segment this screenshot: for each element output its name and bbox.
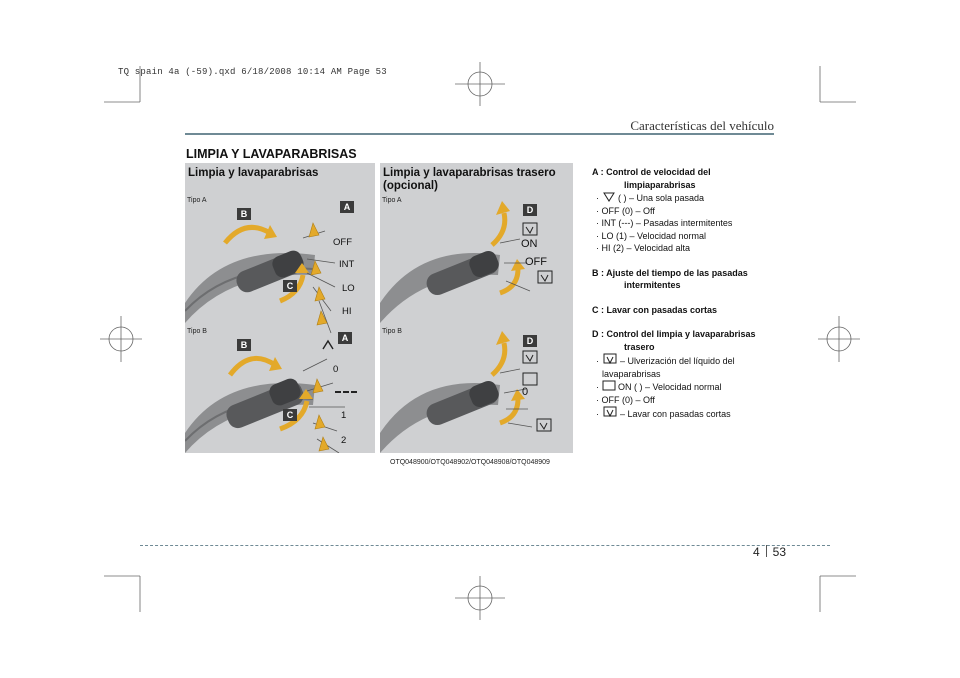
legend-c-head: C : Lavar con pasadas cortas xyxy=(592,304,718,315)
legend-a-item-0: ( ) – Una sola pasada xyxy=(618,193,705,203)
chapter-number: 4 xyxy=(752,545,760,559)
rear-wiper-panel xyxy=(380,163,573,453)
rear-tipo-b: Tipo B xyxy=(382,328,402,335)
washer-spray-icon xyxy=(602,353,618,366)
front-tipo-a: Tipo A xyxy=(187,197,207,204)
rear-label-off: OFF xyxy=(525,256,547,268)
legend-a-item-single: · ( ) – Una sola pasada xyxy=(596,193,705,203)
legend-d-item-3-text: – Lavar con pasadas cortas xyxy=(620,409,731,419)
rear-label-0: 0 xyxy=(522,386,529,398)
single-wipe-icon xyxy=(602,191,616,203)
legend-d-item-2: · OFF (0) – Off xyxy=(596,394,655,405)
front-wiper-stalk-icon xyxy=(185,183,375,453)
rear-tipo-a: Tipo A xyxy=(382,197,402,204)
front-label-hi: HI xyxy=(342,306,352,317)
legend-a-item-1-text: OFF (0) – Off xyxy=(601,205,655,216)
legend-d-item-0: · – Ulverización del líquido del lavaparabrisas xyxy=(592,353,774,380)
page-number xyxy=(753,545,786,559)
legend-d-item-3: · – Lavar con pasadas cortas xyxy=(592,406,774,421)
legend-d-item-0-text: – Ulverización del líquido del lavaparabrisas xyxy=(602,356,735,379)
legend-d-item-1: · ON ( ) – Velocidad normal xyxy=(596,382,722,392)
badge-d-rear-b: D xyxy=(523,335,537,347)
legend-a-item-3: · LO (1) – Velocidad normal xyxy=(596,230,707,241)
rear-panel-title-line1: Limpia y lavaparabrisas trasero xyxy=(383,167,556,179)
badge-d-rear-a: D xyxy=(523,204,537,216)
wash-wipe-icon xyxy=(602,406,618,419)
badge-c-front: C xyxy=(283,280,297,292)
legend-d-head: D : Control del limpia y lavaparabrisas trasero xyxy=(592,329,756,352)
front-label-off: OFF xyxy=(333,237,352,248)
footer-rule xyxy=(140,545,830,546)
front-label-2: 2 xyxy=(341,435,347,446)
rear-wiper-icon xyxy=(602,380,616,392)
front-panel-title: Limpia y lavaparabrisas xyxy=(188,167,319,179)
legend xyxy=(592,166,774,421)
rear-wiper-stalk-icon xyxy=(380,183,573,453)
front-label-int-dashes xyxy=(335,391,357,393)
legend-a-item-2-text: INT (---) – Pasadas intermitentes xyxy=(601,218,733,228)
header-rule xyxy=(185,133,774,135)
legend-a-item-4: · HI (2) – Velocidad alta xyxy=(596,243,691,253)
legend-a-item-2: · INT (---) – Pasadas intermitentes xyxy=(596,218,733,228)
badge-a-front: A xyxy=(340,201,354,213)
legend-b-head: B : Ajuste del tiempo de las pasadas intermitentes xyxy=(592,267,748,290)
legend-a-head: A : Control de velocidad del limpiaparabrisas xyxy=(592,167,711,190)
rear-panel-title-line2: (opcional) xyxy=(383,180,438,192)
legend-d-item-1-text: ON ( ) – Velocidad normal xyxy=(618,382,722,392)
chapter-title: Características del vehículo xyxy=(630,118,774,133)
badge-b-front-b: B xyxy=(237,339,251,351)
front-wiper-panel xyxy=(185,163,375,453)
legend-a-item-3-text: LO (1) – Velocidad normal xyxy=(601,230,707,241)
legend-d-item-2-text: OFF (0) – Off xyxy=(601,394,655,405)
page-number-value: 53 xyxy=(772,545,786,559)
figure-caption: OTQ048900/OTQ048902/OTQ048908/OTQ048909 xyxy=(390,459,550,466)
print-header: TQ spain 4a (-59).qxd 6/18/2008 10:14 AM Page 53 xyxy=(118,67,387,77)
rear-label-on: ON xyxy=(521,238,538,250)
legend-a-item-1: · OFF (0) – Off xyxy=(596,205,655,216)
badge-b-front: B xyxy=(237,208,251,220)
legend-a-item-4-text: HI (2) – Velocidad alta xyxy=(601,243,691,253)
front-label-1: 1 xyxy=(341,410,347,421)
badge-a-front-b: A xyxy=(338,332,352,344)
front-label-0: 0 xyxy=(333,364,339,375)
badge-c-front-b: C xyxy=(283,409,297,421)
section-title: LIMPIA Y LAVAPARABRISAS xyxy=(186,147,357,161)
front-label-int: INT xyxy=(339,259,355,270)
front-tipo-b: Tipo B xyxy=(187,328,207,335)
front-label-lo: LO xyxy=(342,283,355,294)
